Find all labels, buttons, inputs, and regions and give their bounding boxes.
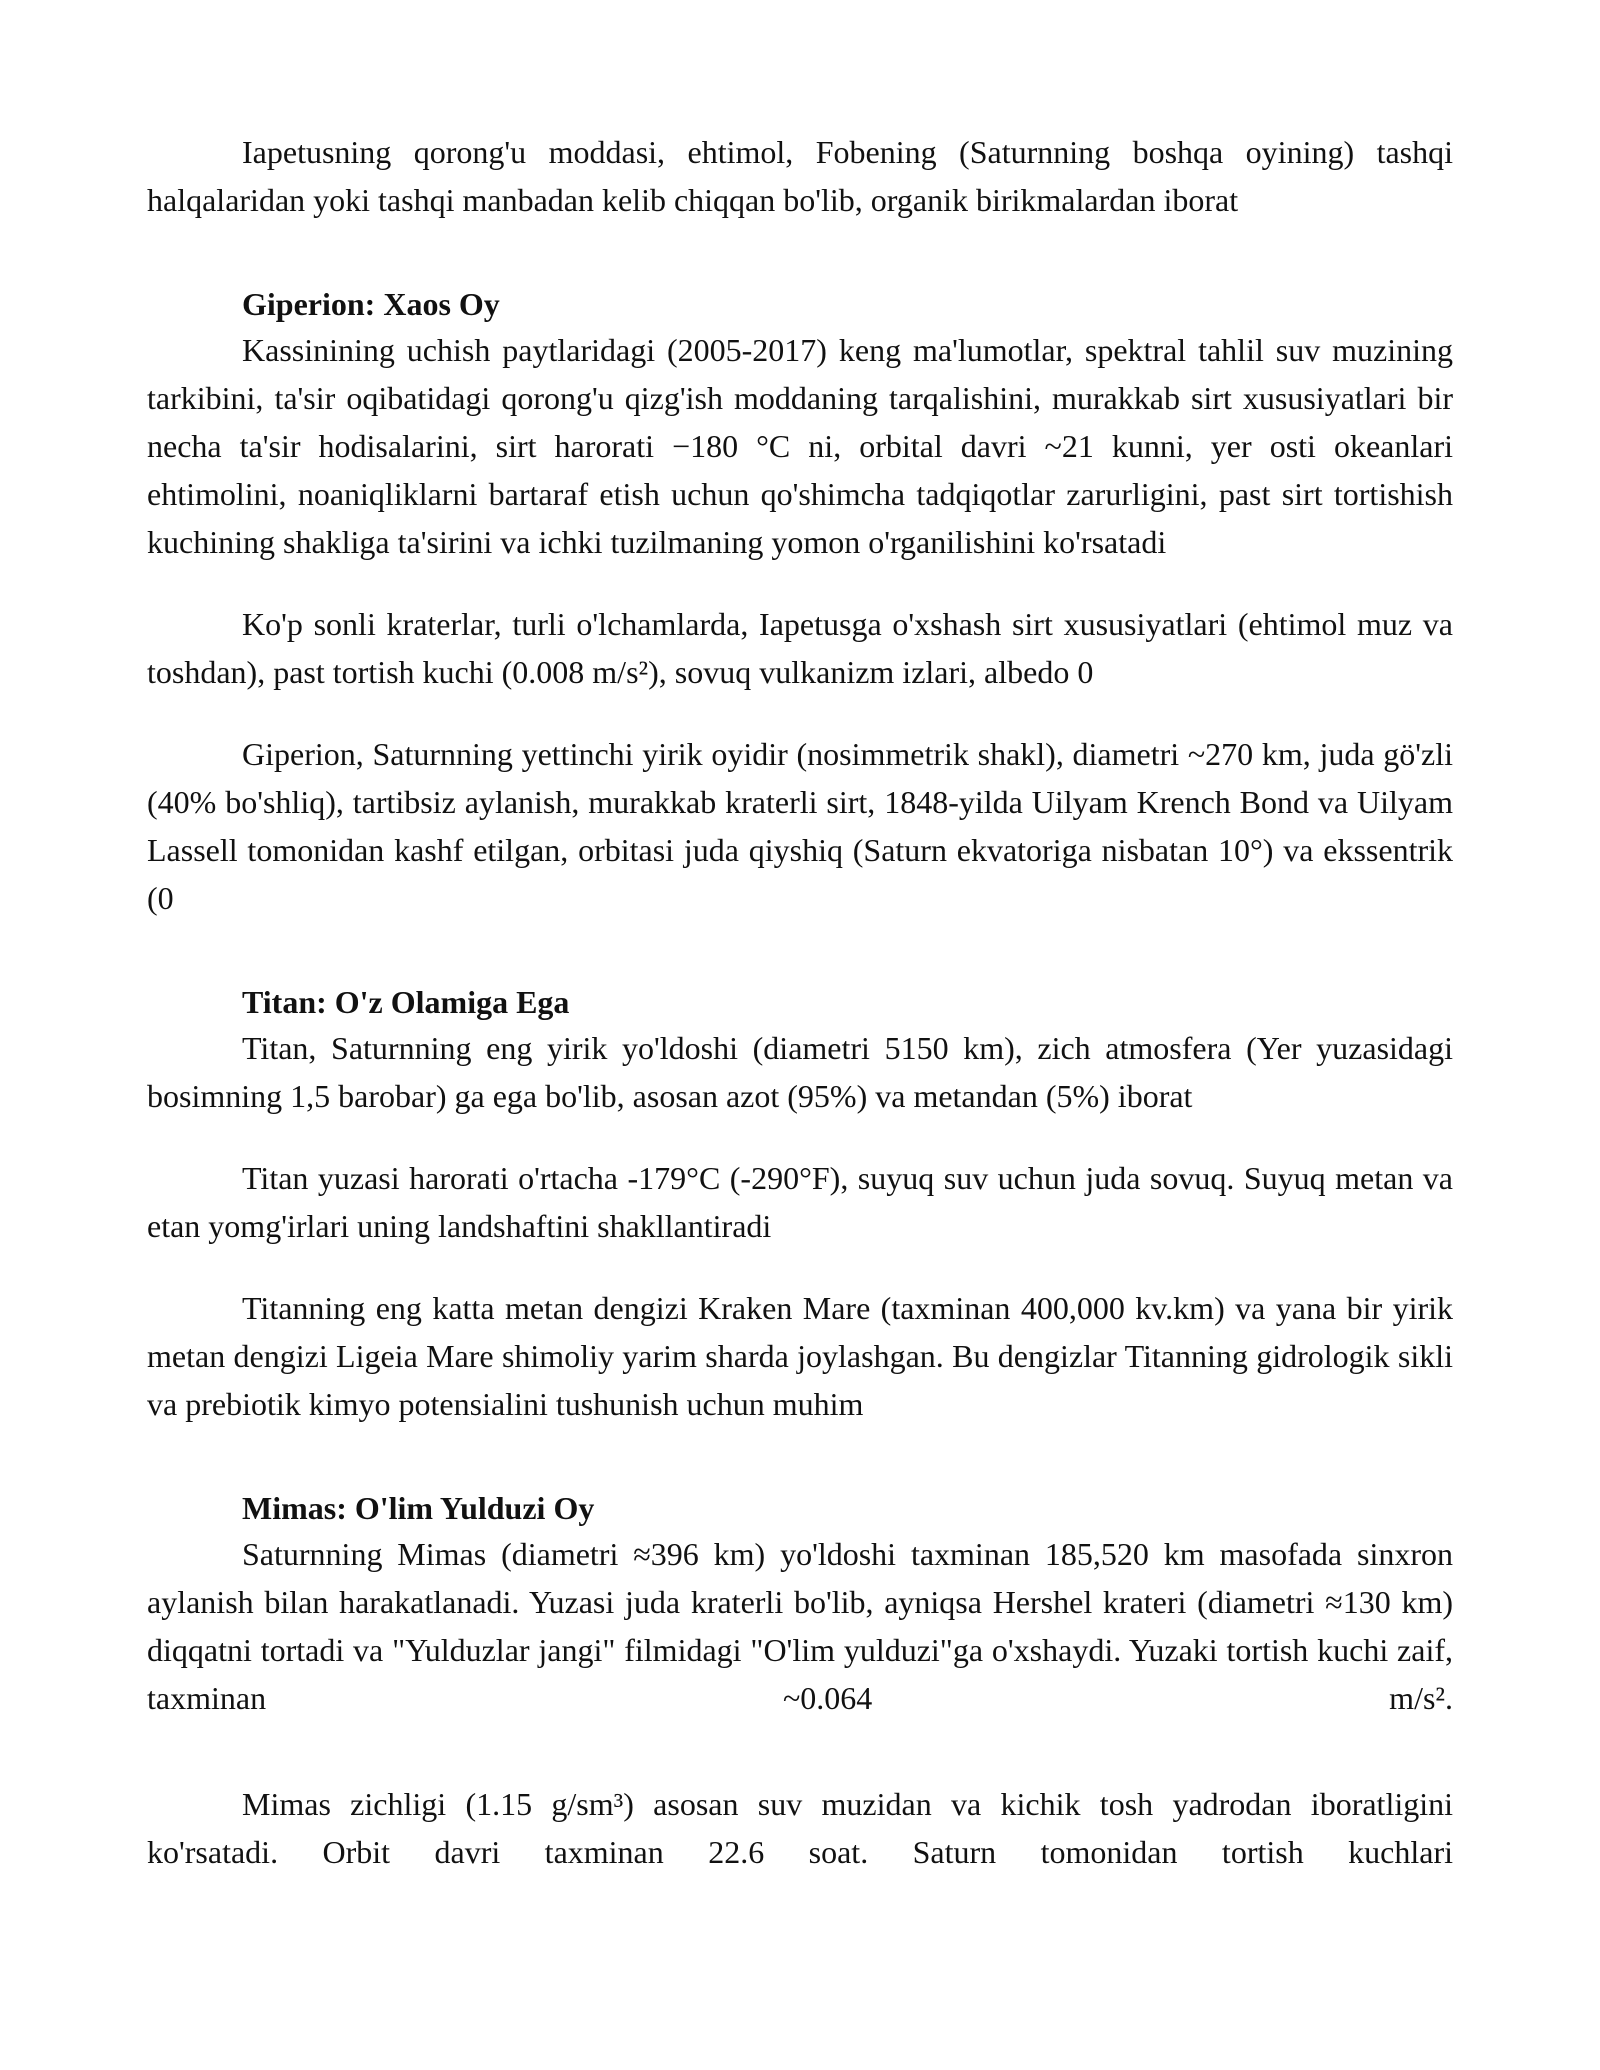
paragraph-mimas-density: Mimas zichligi (1.15 g/sm³) asosan suv muzidan va kichik tosh yadrodan iboratligini ko'rsatadi. Orbit davri taxminan 22.6 soat. Saturn tomonidan tortish kuchlari	[147, 1786, 1453, 1870]
paragraph-craters: Ko'p sonli kraterlar, turli o'lchamlarda, Iapetusga o'xshash sirt xususiyatlari (ehtimol muz va toshdan), past tortish kuchi (0.008 m/s²), sovuq vulkanizm izlari, albedo 0	[147, 606, 1453, 690]
heading-mimas: Mimas: O'lim Yulduzi Oy	[242, 1490, 595, 1526]
spacer	[147, 224, 1453, 282]
paragraph-titan-atmosphere: Titan, Saturnning eng yirik yo'ldoshi (diametri 5150 km), zich atmosfera (Yer yuzasidagi bosimning 1,5 barobar) ga ega bo'lib, asosan azot (95%) va metandan (5%) iborat	[147, 1030, 1453, 1114]
spacer	[147, 922, 1453, 980]
paragraph-titan-temperature: Titan yuzasi harorati o'rtacha -179°C (-290°F), suyuq suv uchun juda sovuq. Suyuq metan va etan yomg'irlari uning landshaftini shakllantiradi	[147, 1160, 1453, 1244]
spacer	[147, 696, 1453, 730]
paragraph-mimas-orbit: Saturnning Mimas (diametri ≈396 km) yo'ldoshi taxminan 185,520 km masofada sinxron aylanish bilan harakatlanadi. Yuzasi juda kraterli bo'lib, ayniqsa Hershel krateri (diametri ≈130 km) diqqatni tortadi va "Yulduzlar jangi" filmidagi "O'lim yulduzi"ga o'xshaydi. Yuzaki tortish kuchi zaif, taxminan ~0.064 m/s².	[147, 1536, 1453, 1716]
spacer	[147, 1120, 1453, 1154]
spacer	[147, 1428, 1453, 1486]
paragraph-hyperion-description: Giperion, Saturnning yettinchi yirik oyidir (nosimmetrik shakl), diametri ~270 km, juda gö'zli (40% bo'shliq), tartibsiz aylanish, murakkab kraterli sirt, 1848-yilda Uilyam Krench Bond va Uilyam Lassell tomonidan kashf etilgan, orbitasi juda qiyshiq (Saturn ekvatoriga nisbatan 10°) va ekssentrik (0	[147, 736, 1453, 916]
paragraph-titan-seas: Titanning eng katta metan dengizi Kraken Mare (taxminan 400,000 kv.km) va yana bir yirik metan dengizi Ligeia Mare shimoliy yarim sharda joylashgan. Bu dengizlar Titanning gidrologik sikli va prebiotik kimyo potensialini tushunish uchun muhim	[147, 1290, 1453, 1422]
spacer	[147, 1722, 1453, 1780]
paragraph-cassini-data: Kassinining uchish paytlaridagi (2005-2017) keng ma'lumotlar, spektral tahlil suv muzining tarkibini, ta'sir oqibatidagi qorong'u qizg'ish moddaning tarqalishini, murakkab sirt xususiyatlari bir necha ta'sir hodisalarini, sirt harorati −180 °C ni, orbital davri ~21 kunni, yer osti okeanlari ehtimolini, noaniqliklarni bartaraf etish uchun qo'shimcha tadqiqotlar zarurligini, past sirt tortishish kuchining shakliga ta'sirini va ichki tuzilmaning yomon o'rganilishini ko'rsatadi	[147, 332, 1453, 560]
spacer	[147, 1250, 1453, 1284]
heading-titan: Titan: O'z Olamiga Ega	[242, 984, 570, 1020]
heading-hyperion: Giperion: Xaos Oy	[242, 286, 500, 322]
spacer	[147, 566, 1453, 600]
paragraph-iapetus-dark-material: Iapetusning qorong'u moddasi, ehtimol, Fobening (Saturnning boshqa oyining) tashqi halqalaridan yoki tashqi manbadan kelib chiqqan bo'lib, organik birikmalardan iborat	[147, 134, 1453, 218]
